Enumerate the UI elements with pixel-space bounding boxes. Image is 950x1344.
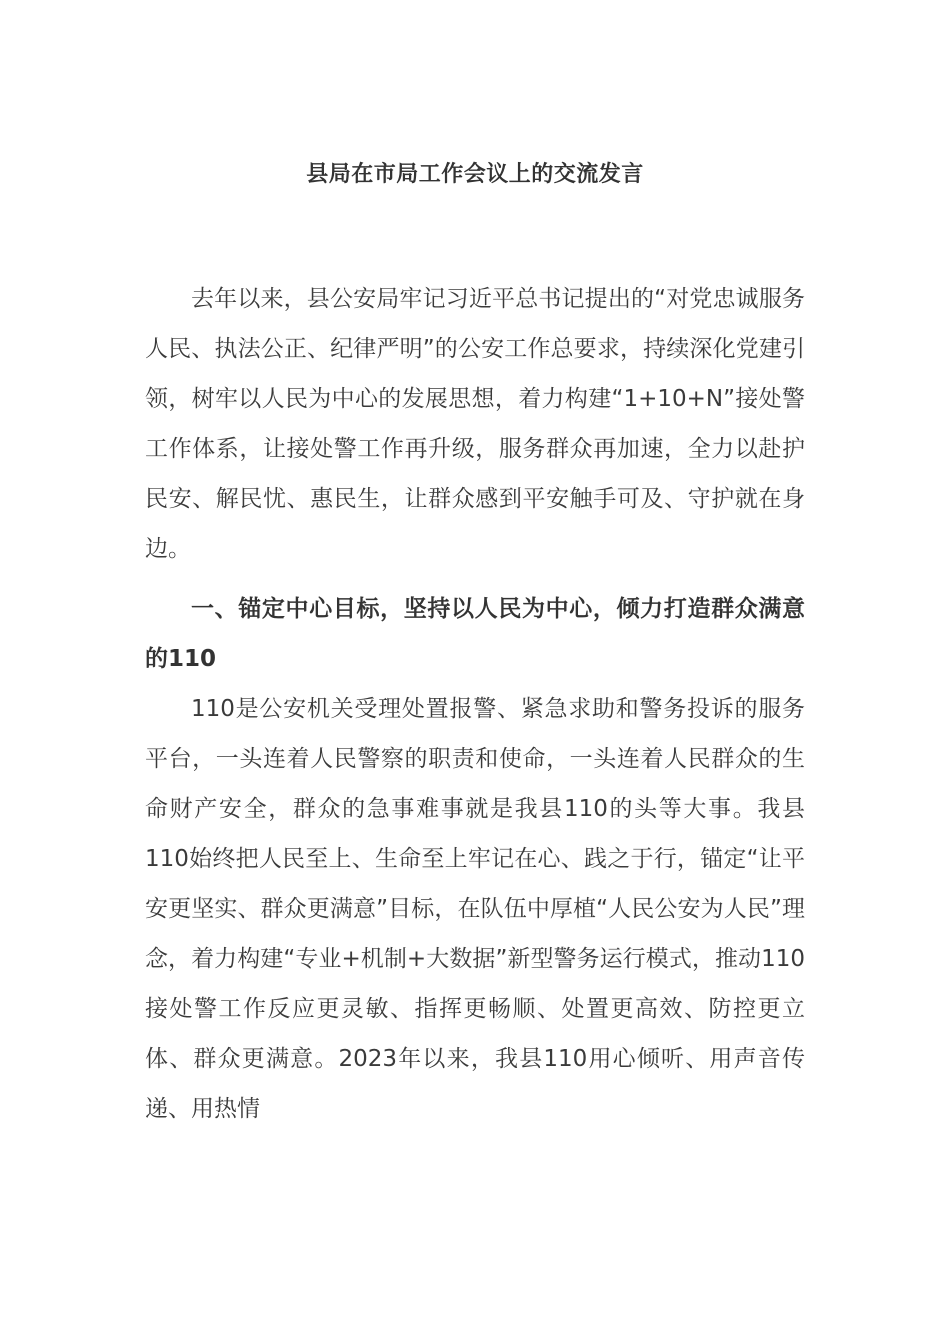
section-heading-1: 一、锚定中心目标，坚持以人民为中心，倾力打造群众满意的110: [145, 596, 805, 672]
document-title: 县局在市局工作会议上的交流发言: [306, 162, 644, 187]
intro-paragraph: 去年以来，县公安局牢记习近平总书记提出的“对党忠诚服务人民、执法公正、纪律严明”的公安工作总要求，持续深化党建引领，树牢以人民为中心的发展思想，着力构建“1+10+N”接处警工作体系，让接处警工作再升级，服务群众再加速，全力以赴护民安、解民忧、惠民生，让群众感到平安触手可及、守护就在身边。: [145, 286, 805, 562]
document-body: [145, 274, 805, 1134]
section-1-paragraph: 110是公安机关受理处置报警、紧急求助和警务投诉的服务平台，一头连着人民警察的职责和使命，一头连着人民群众的生命财产安全，群众的急事难事就是我县110的头等大事。我县110始终把人民至上、生命至上牢记在心、践之于行，锚定“让平安更坚实、群众更满意”目标，在队伍中厚植“人民公安为人民”理念，着力构建“专业+机制+大数据”新型警务运行模式，推动110接处警工作反应更灵敏、指挥更畅顺、处置更高效、防控更立体、群众更满意。2023年以来，我县110用心倾听、用声音传递、用热情: [145, 696, 805, 1122]
